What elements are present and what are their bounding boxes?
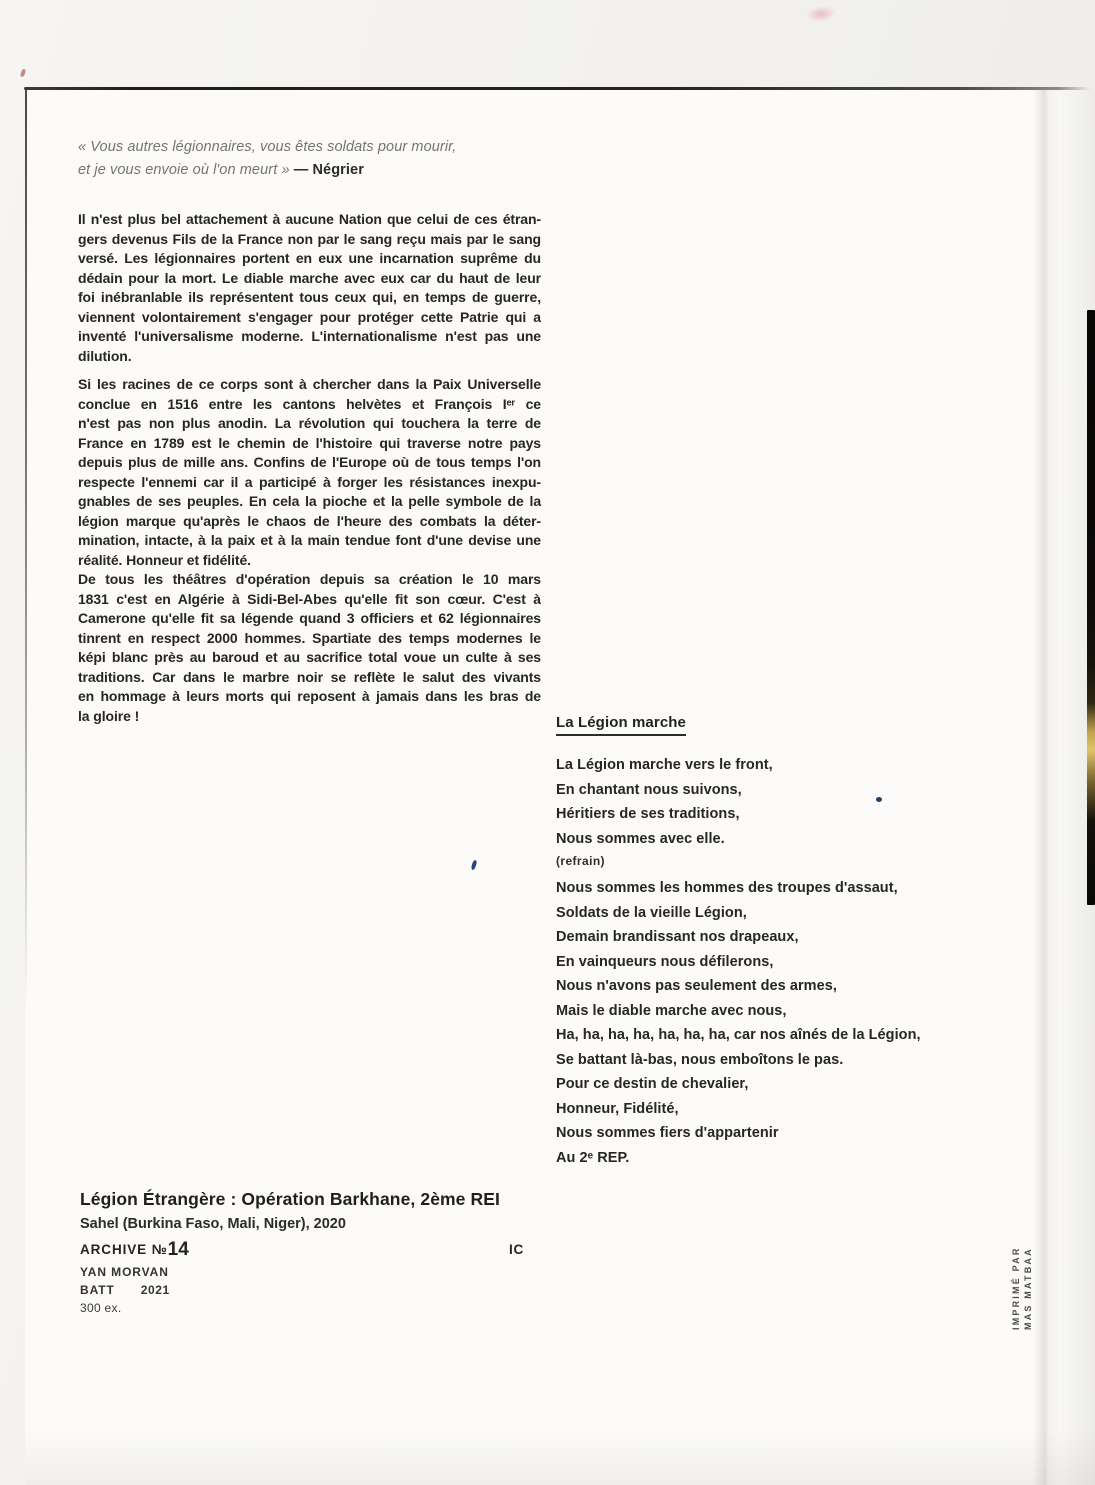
text-line: France en 1789 est le chemin de l'histoire qui traverse notre pays	[78, 434, 541, 451]
text-line: versé. Les légionnaires portent en eux une incarnation suprême du	[78, 250, 541, 266]
body-paragraph-1	[78, 210, 541, 366]
song-verse-2	[556, 1072, 779, 1170]
text-line: En vainqueurs nous défilerons,	[556, 953, 774, 970]
edition-size: 300 ex.	[80, 1301, 122, 1315]
book-page	[25, 90, 1095, 1485]
text-line: Camerone qu'elle fit sa légende quand 3 officiers et 62 légionnaires	[78, 610, 541, 626]
text-line: la gloire !	[78, 707, 140, 724]
song-title: La Légion marche	[556, 714, 686, 736]
ink-speck	[471, 860, 478, 871]
page-top-edge	[24, 87, 1090, 90]
printer-credit-line: MAS MATBAA	[1023, 1247, 1033, 1330]
text-line: Soldats de la vieille Légion,	[556, 904, 747, 921]
text-line: Ha, ha, ha, ha, ha, ha, ha, car nos aînés de la Légion,	[556, 1027, 921, 1043]
text-line: inventé l'universalisme moderne. L'internationalisme n'est pas une	[78, 328, 541, 344]
archive-label: ARCHIVE №	[80, 1242, 168, 1257]
text-line: dilution.	[78, 347, 132, 364]
text-line: dédain pour la mort. Le diable marche avec eux car du haut de leur	[78, 269, 541, 286]
text-line: traditions. Car dans le marbre noir se reflète le salut des vivants	[78, 668, 541, 685]
text-line: Pour ce destin de chevalier,	[556, 1076, 749, 1092]
archive-number-line	[80, 1239, 189, 1261]
text-line: Nous sommes les hommes des troupes d'assaut,	[556, 880, 898, 896]
publication-year: 2021	[140, 1283, 170, 1297]
text-line: Nous n'avons pas seulement des armes,	[556, 978, 837, 994]
page-left-edge	[25, 90, 27, 1010]
ic-mark: IC	[509, 1242, 525, 1257]
ink-speck	[876, 797, 882, 802]
text-line: réalité. Honneur et fidélité.	[78, 551, 251, 568]
text-line: n'est pas non plus anodin. La révolution qui touchera la terre de	[78, 415, 541, 431]
photographer-name: YAN MORVAN	[80, 1265, 169, 1279]
refrain-label: (refrain)	[556, 854, 605, 868]
printer-credit-line: IMPRIMÉ PAR	[1011, 1246, 1021, 1330]
archive-number: 14	[167, 1239, 189, 1260]
text-line: Mais le diable marche avec nous,	[556, 1002, 787, 1019]
text-line: mination, intacte, à la paix et à la main tendue font d'une devise une	[78, 532, 541, 548]
text-line: gers devenus Fils de la France non par le sang reçu mais par le sang	[78, 230, 541, 247]
body-paragraph-3	[78, 570, 541, 726]
text-line: képi blanc près au baroud et au sacrifice total voue un culte à ses	[78, 649, 541, 665]
text-line: depuis plus de mille ans. Confins de l'Europe où de tous temps l'on	[78, 454, 541, 470]
song-verse-1	[556, 753, 773, 851]
colophon-subtitle: Sahel (Burkina Faso, Mali, Niger), 2020	[80, 1216, 346, 1232]
text-line: conclue en 1516 entre les cantons helvètes et François Iᵉʳ ce	[78, 395, 541, 412]
scan-artifact-red-speck	[20, 69, 26, 78]
text-line: Héritiers de ses traditions,	[556, 806, 740, 822]
text-line: Se battant là-bas, nous emboîtons le pas.	[556, 1051, 844, 1068]
quote-line: et je vous envoie où l'on meurt » — Négrier	[78, 162, 364, 178]
text-line: Au 2ᵉ REP.	[556, 1149, 630, 1166]
epigraph-quote	[78, 136, 456, 182]
page-fold-crease	[1033, 90, 1059, 1485]
text-line: La Légion marche vers le front,	[556, 757, 773, 773]
text-line: Il n'est plus bel attachement à aucune Nation que celui de ces étran-	[78, 211, 541, 227]
body-paragraph-2	[78, 375, 541, 570]
text-line: 1831 c'est en Algérie à Sidi-Bel-Abes qu'elle fit son cœur. C'est à	[78, 590, 541, 607]
quote-line: « Vous autres légionnaires, vous êtes soldats pour mourir,	[78, 139, 457, 155]
quote-attribution: — Négrier	[293, 162, 364, 178]
printer-credit	[1010, 1246, 1034, 1330]
text-line: De tous les théâtres d'opération depuis sa création le 10 mars	[78, 571, 541, 587]
next-page-photo-edge	[1087, 310, 1095, 905]
page-bottom-shadow	[25, 1430, 1095, 1485]
text-line: Si les racines de ce corps sont à chercher dans la Paix Universelle	[78, 376, 541, 392]
text-line: Nous sommes fiers d'appartenir	[556, 1125, 779, 1141]
scan-artifact-pink-smudge	[805, 4, 837, 24]
text-line: en hommage à leurs morts qui reposent à jamais dans les bras de	[78, 688, 541, 704]
text-line: Demain brandissant nos drapeaux,	[556, 929, 799, 945]
song-refrain	[556, 876, 921, 1072]
text-line: viennent volontairement s'engager pour protéger cette Patrie qui a	[78, 308, 541, 325]
text-line: En chantant nous suivons,	[556, 781, 742, 798]
text-line: tinrent en respect 2000 hommes. Spartiate des temps modernes le	[78, 629, 541, 646]
text-line: foi inébranlable ils représentent tous ceux qui, en temps de guerre,	[78, 289, 541, 305]
colophon-title: Légion Étrangère : Opération Barkhane, 2ème REI	[80, 1189, 500, 1209]
text-line: gnables de ses peuples. En cela la pioche et la pelle symbole de la	[78, 493, 541, 509]
text-line: Honneur, Fidélité,	[556, 1100, 679, 1117]
text-line: Nous sommes avec elle.	[556, 830, 725, 847]
text-line: légion marque qu'après le chaos de l'heure des combats la déter-	[78, 512, 541, 529]
text-line: respecte l'ennemi car il a participé à forger les résistances inexpu-	[78, 473, 541, 490]
publisher-name: BATT	[80, 1283, 115, 1297]
publisher-line	[80, 1283, 170, 1297]
